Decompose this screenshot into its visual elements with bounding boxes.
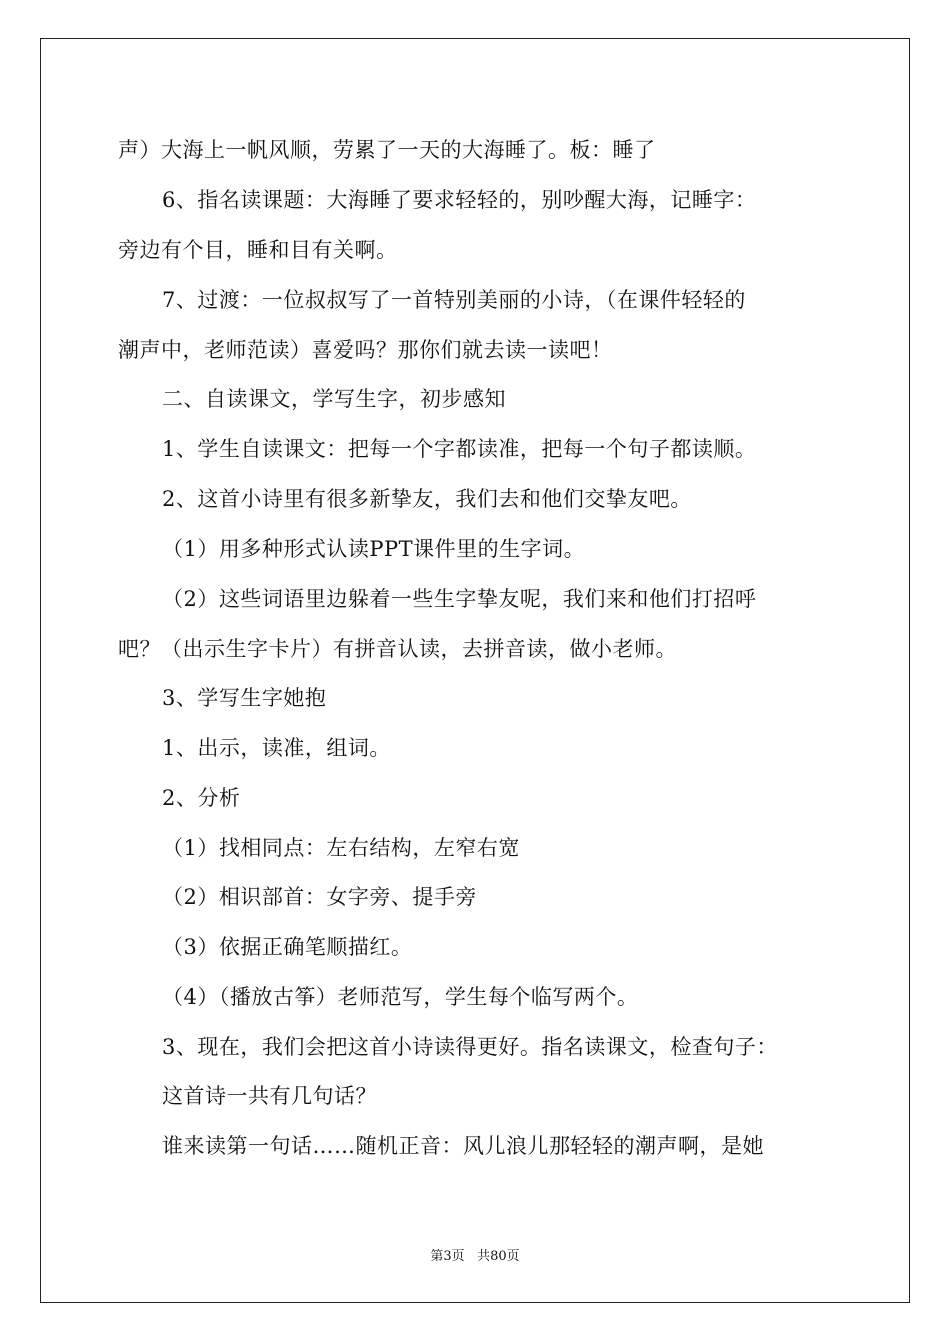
page-number: 第3页 (430, 1249, 465, 1264)
text-line: 潮声中，老师范读）喜爱吗？那你们就去读一读吧！ (118, 338, 613, 362)
page-border (40, 38, 910, 1303)
text-line: 2、这首小诗里有很多新挚友，我们去和他们交挚友吧。 (162, 487, 692, 511)
page-total: 共80页 (477, 1249, 520, 1264)
text-line: 6、指名读课题：大海睡了要求轻轻的，别吵醒大海，记睡字： (162, 188, 757, 212)
text-line: （4）（播放古筝）老师范写，学生每个临写两个。 (162, 985, 639, 1009)
text-line: 7、过渡：一位叔叔写了一首特别美丽的小诗，（在课件轻轻的 (162, 288, 746, 312)
text-line: 声）大海上一帆风顺，劳累了一天的大海睡了。板：睡了 (118, 138, 656, 162)
text-line: 3、学写生字她抱 (162, 686, 327, 710)
text-line: 谁来读第一句话……随机正音：风儿浪儿那轻轻的潮声啊，是她 (162, 1134, 764, 1158)
text-line: 吧？（出示生字卡片）有拼音认读，去拼音读，做小老师。 (118, 637, 677, 661)
text-line: （1）找相同点：左右结构，左窄右宽 (162, 836, 520, 860)
section-heading: 二、自读课文，学写生字，初步感知 (162, 387, 506, 411)
text-line: 1、学生自读课文：把每一个字都读准，把每一个句子都读顺。 (162, 437, 757, 461)
text-line: 旁边有个目，睡和目有关啊。 (118, 238, 398, 262)
text-line: 1、出示，读准，组词。 (162, 736, 391, 760)
text-line: （1）用多种形式认读PPT课件里的生字词。 (162, 537, 586, 561)
text-line: （3）依据正确笔顺描红。 (162, 935, 413, 959)
page-footer (0, 1245, 950, 1264)
text-line: 这首诗一共有几句话？ (162, 1084, 377, 1108)
text-line: （2）这些词语里边躲着一些生字挚友呢，我们来和他们打招呼 (162, 587, 757, 611)
text-line: 3、现在，我们会把这首小诗读得更好。指名读课文，检查句子： (162, 1035, 778, 1059)
text-line: （2）相识部首：女字旁、提手旁 (162, 885, 477, 909)
text-line: 2、分析 (162, 786, 241, 810)
